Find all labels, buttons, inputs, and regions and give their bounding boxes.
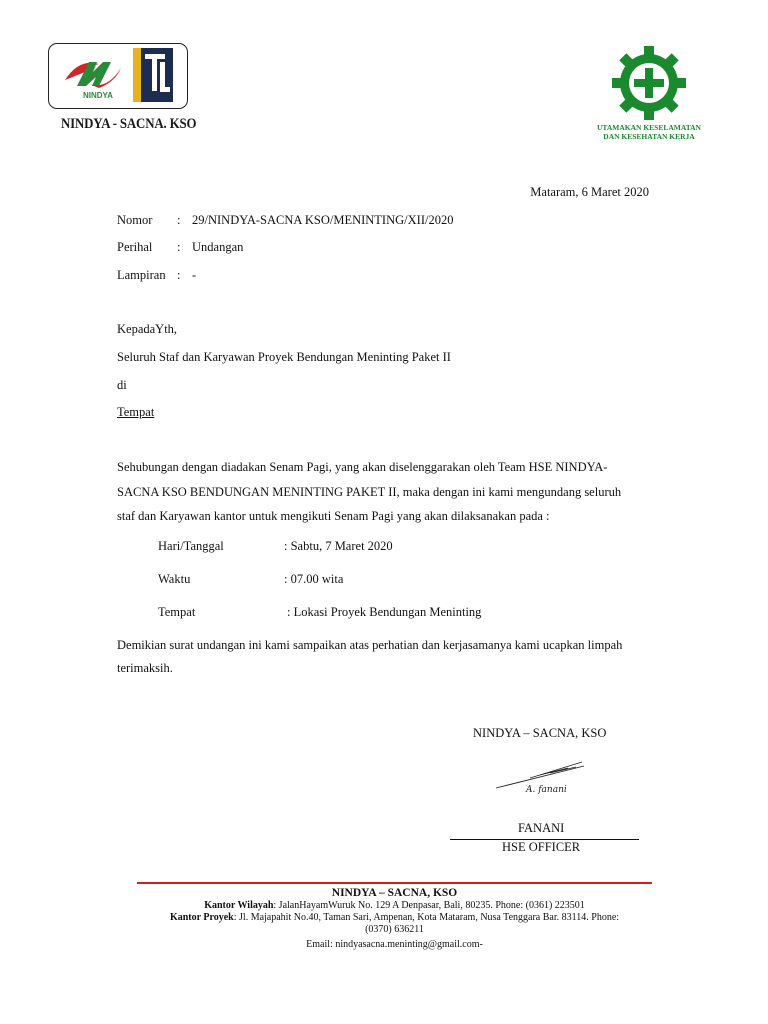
meta-label-lampiran: Lampiran	[117, 268, 166, 282]
body-line: staf dan Karyawan kantor untuk mengikuti Senam Pagi yang akan dilaksanakan pada :	[117, 509, 550, 523]
meta-label-perihal: Perihal	[117, 240, 153, 254]
place-date: Mataram, 6 Maret 2020	[530, 185, 649, 199]
recipient-di: di	[117, 378, 127, 392]
footer-project-text: : Jl. Majapahit No.40, Taman Sari, Ampenan, Kota Mataram, Nusa Tenggara Bar. 83114. Phone:	[233, 912, 620, 924]
k3-slogan-line1: UTAMAKAN KESELAMATAN	[597, 123, 701, 132]
meta-sep-nomor: :	[177, 213, 181, 227]
footer-email: Email: nindyasacna.meninting@gmail.com-	[306, 938, 483, 950]
logo-caption: NINDYA	[83, 91, 113, 100]
closing-line: Demikian surat undangan ini kami sampaikan atas perhatian dan kerjasamanya kami ucapkan limpah	[117, 638, 623, 652]
footer-office-label: Kantor Wilayah	[204, 900, 274, 912]
body-paragraph	[117, 455, 657, 529]
footer	[137, 886, 652, 951]
recipient-greeting: KepadaYth,	[117, 322, 178, 336]
recipient-place: Tempat	[117, 405, 155, 419]
k3-gear-cross-icon	[601, 45, 697, 121]
footer-project-label: Kantor Proyek	[169, 912, 234, 924]
meta-sep-perihal: :	[177, 240, 181, 254]
signatory-company: NINDYA – SACNA, KSO	[473, 726, 607, 740]
footer-divider	[137, 882, 652, 884]
footer-project-line	[137, 912, 652, 924]
nindya-n-logo-icon	[59, 50, 129, 100]
detail-label-place: Tempat	[158, 605, 196, 619]
k3-slogan	[590, 124, 708, 141]
meta-sep-lampiran: :	[177, 268, 181, 282]
signatory-name: FANANI	[518, 821, 565, 835]
recipient-name: Seluruh Staf dan Karyawan Proyek Bendungan Meninting Paket II	[117, 350, 451, 364]
body-line: SACNA KSO BENDUNGAN MENINTING PAKET II, maka dengan ini kami mengundang seluruh	[117, 484, 622, 499]
signature-text: A. fanani	[526, 785, 567, 794]
detail-label-time: Waktu	[158, 572, 191, 586]
company-logo-text: NINDYA - SACNA. KSO	[61, 116, 197, 132]
meta-value-perihal: Undangan	[192, 240, 244, 254]
footer-office-text: : JalanHayamWuruk No. 129 A Denpasar, Bali, 80235. Phone: (0361) 223501	[273, 900, 585, 912]
tl-logo-icon	[133, 48, 173, 102]
company-logo-box	[48, 43, 188, 109]
meta-value-lampiran: -	[192, 268, 197, 282]
body-line: Sehubungan dengan diadakan Senam Pagi, yang akan diselenggarakan oleh Team HSE NINDYA-	[117, 460, 608, 474]
closing-line: terimaksih.	[117, 661, 173, 675]
signature-image	[490, 758, 590, 794]
meta-label-nomor: Nomor	[117, 213, 153, 227]
detail-label-date: Hari/Tanggal	[158, 539, 224, 553]
detail-value-date: : Sabtu, 7 Maret 2020	[284, 539, 393, 553]
signatory-title: HSE OFFICER	[502, 840, 581, 854]
footer-project-phone: (0370) 636211	[365, 924, 424, 936]
detail-value-place: : Lokasi Proyek Bendungan Meninting	[287, 605, 482, 619]
detail-value-time: : 07.00 wita	[284, 572, 344, 586]
footer-company: NINDYA – SACNA, KSO	[331, 887, 458, 899]
footer-office-line	[137, 900, 652, 912]
k3-slogan-line2: DAN KESEHATAN KERJA	[603, 131, 695, 141]
meta-value-nomor: 29/NINDYA-SACNA KSO/MENINTING/XII/2020	[192, 213, 454, 227]
